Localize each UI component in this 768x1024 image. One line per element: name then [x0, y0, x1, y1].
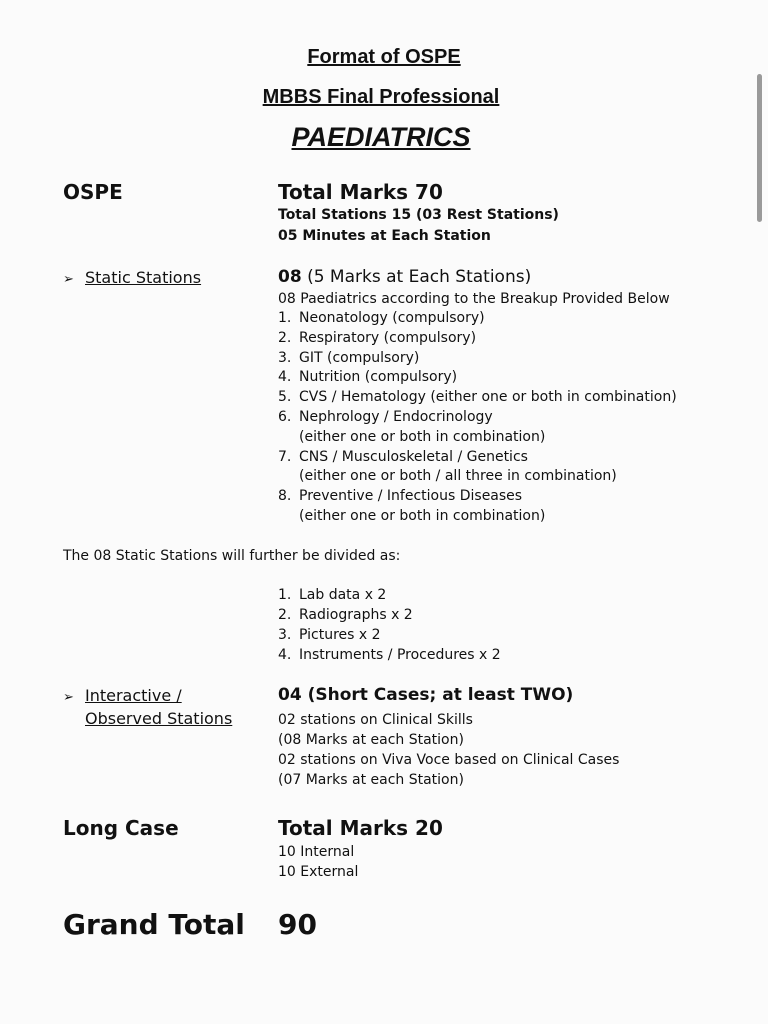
division-list — [278, 585, 501, 665]
interactive-heading — [63, 686, 182, 705]
static-stations-label: Static Stations — [85, 268, 202, 287]
long-case-internal: 10 Internal — [278, 844, 355, 860]
list-item-continuation: (either one or both in combination) — [299, 428, 546, 445]
ospe-total-marks: Total Marks 70 — [278, 180, 443, 204]
interactive-line: (07 Marks at each Station) — [278, 772, 464, 788]
list-item-text: Respiratory (compulsory) — [299, 329, 477, 346]
list-item-text: Lab data x 2 — [299, 587, 387, 603]
ospe-label: OSPE — [63, 180, 123, 204]
list-item — [278, 388, 677, 408]
list-item-number: 4. — [278, 647, 292, 663]
list-item — [278, 329, 677, 349]
static-count-detail: (5 Marks at Each Stations) — [301, 267, 532, 287]
list-item-number: 5. — [278, 389, 292, 406]
list-item-text: GIT (compulsory) — [299, 349, 420, 366]
list-item — [278, 645, 501, 665]
list-item-number: 2. — [278, 329, 292, 346]
list-item-number: 4. — [278, 369, 292, 386]
grand-total-value: 90 — [278, 908, 317, 941]
list-item-text: CVS / Hematology (either one or both in combination) — [299, 389, 677, 406]
list-item-text: Neonatology (compulsory) — [299, 310, 485, 326]
list-item-continuation: (either one or both / all three in combination) — [299, 468, 617, 485]
grand-total-label: Grand Total — [63, 908, 245, 941]
list-item-text: Nutrition (compulsory) — [299, 369, 458, 386]
interactive-heading-cont — [63, 709, 232, 728]
list-item — [278, 408, 677, 428]
list-item-text: Instruments / Procedures x 2 — [299, 647, 501, 663]
list-item-number: 1. — [278, 310, 292, 326]
list-item — [278, 605, 501, 625]
list-item-number: 3. — [278, 627, 292, 643]
list-item — [278, 585, 501, 605]
list-item-number: 3. — [278, 349, 292, 366]
division-intro: The 08 Static Stations will further be divided as: — [63, 548, 401, 564]
ospe-minutes: 05 Minutes at Each Station — [278, 228, 491, 244]
long-case-external: 10 External — [278, 864, 359, 880]
static-stations-count — [278, 267, 531, 287]
interactive-line: 02 stations on Clinical Skills — [278, 712, 473, 728]
doc-title-exam: MBBS Final Professional — [262, 86, 500, 108]
interactive-line: (08 Marks at each Station) — [278, 732, 464, 748]
list-item-text: CNS / Musculoskeletal / Genetics — [299, 448, 528, 465]
long-case-total-marks: Total Marks 20 — [278, 816, 443, 840]
list-item-number: 7. — [278, 448, 292, 465]
interactive-line: 02 stations on Viva Voce based on Clinical Cases — [278, 752, 620, 768]
interactive-count: 04 (Short Cases; at least TWO) — [278, 685, 574, 705]
list-item-text: Pictures x 2 — [299, 627, 381, 643]
scrollbar[interactable] — [757, 74, 762, 222]
list-item — [278, 349, 677, 369]
static-stations-heading — [63, 268, 201, 287]
list-item — [278, 309, 677, 329]
list-item — [278, 368, 677, 388]
arrow-bullet-icon: ➢ — [63, 272, 74, 287]
interactive-label-line2: Observed Stations — [85, 709, 233, 728]
static-stations-list — [278, 309, 677, 527]
list-item-number: 1. — [278, 587, 292, 603]
list-item — [278, 487, 677, 507]
list-item-text: Nephrology / Endocrinology — [299, 408, 493, 425]
ospe-total-stations: Total Stations 15 (03 Rest Stations) — [278, 207, 559, 223]
list-item — [278, 448, 677, 468]
long-case-label: Long Case — [63, 816, 179, 840]
list-item — [278, 625, 501, 645]
list-item-text: Preventive / Infectious Diseases — [299, 488, 523, 505]
list-item-continuation: (either one or both in combination) — [299, 507, 546, 524]
interactive-label-line1: Interactive / — [85, 686, 182, 705]
list-item-number: 8. — [278, 488, 292, 505]
arrow-bullet-icon: ➢ — [63, 690, 74, 705]
doc-title-format: Format of OSPE — [307, 46, 461, 68]
list-item-number: 2. — [278, 607, 292, 623]
doc-title-subject: PAEDIATRICS — [291, 122, 471, 152]
static-count-number: 08 — [278, 267, 302, 287]
list-item-text: Radiographs x 2 — [299, 607, 413, 623]
static-intro: 08 Paediatrics according to the Breakup Provided Below — [278, 291, 670, 307]
list-item-number: 6. — [278, 408, 292, 425]
